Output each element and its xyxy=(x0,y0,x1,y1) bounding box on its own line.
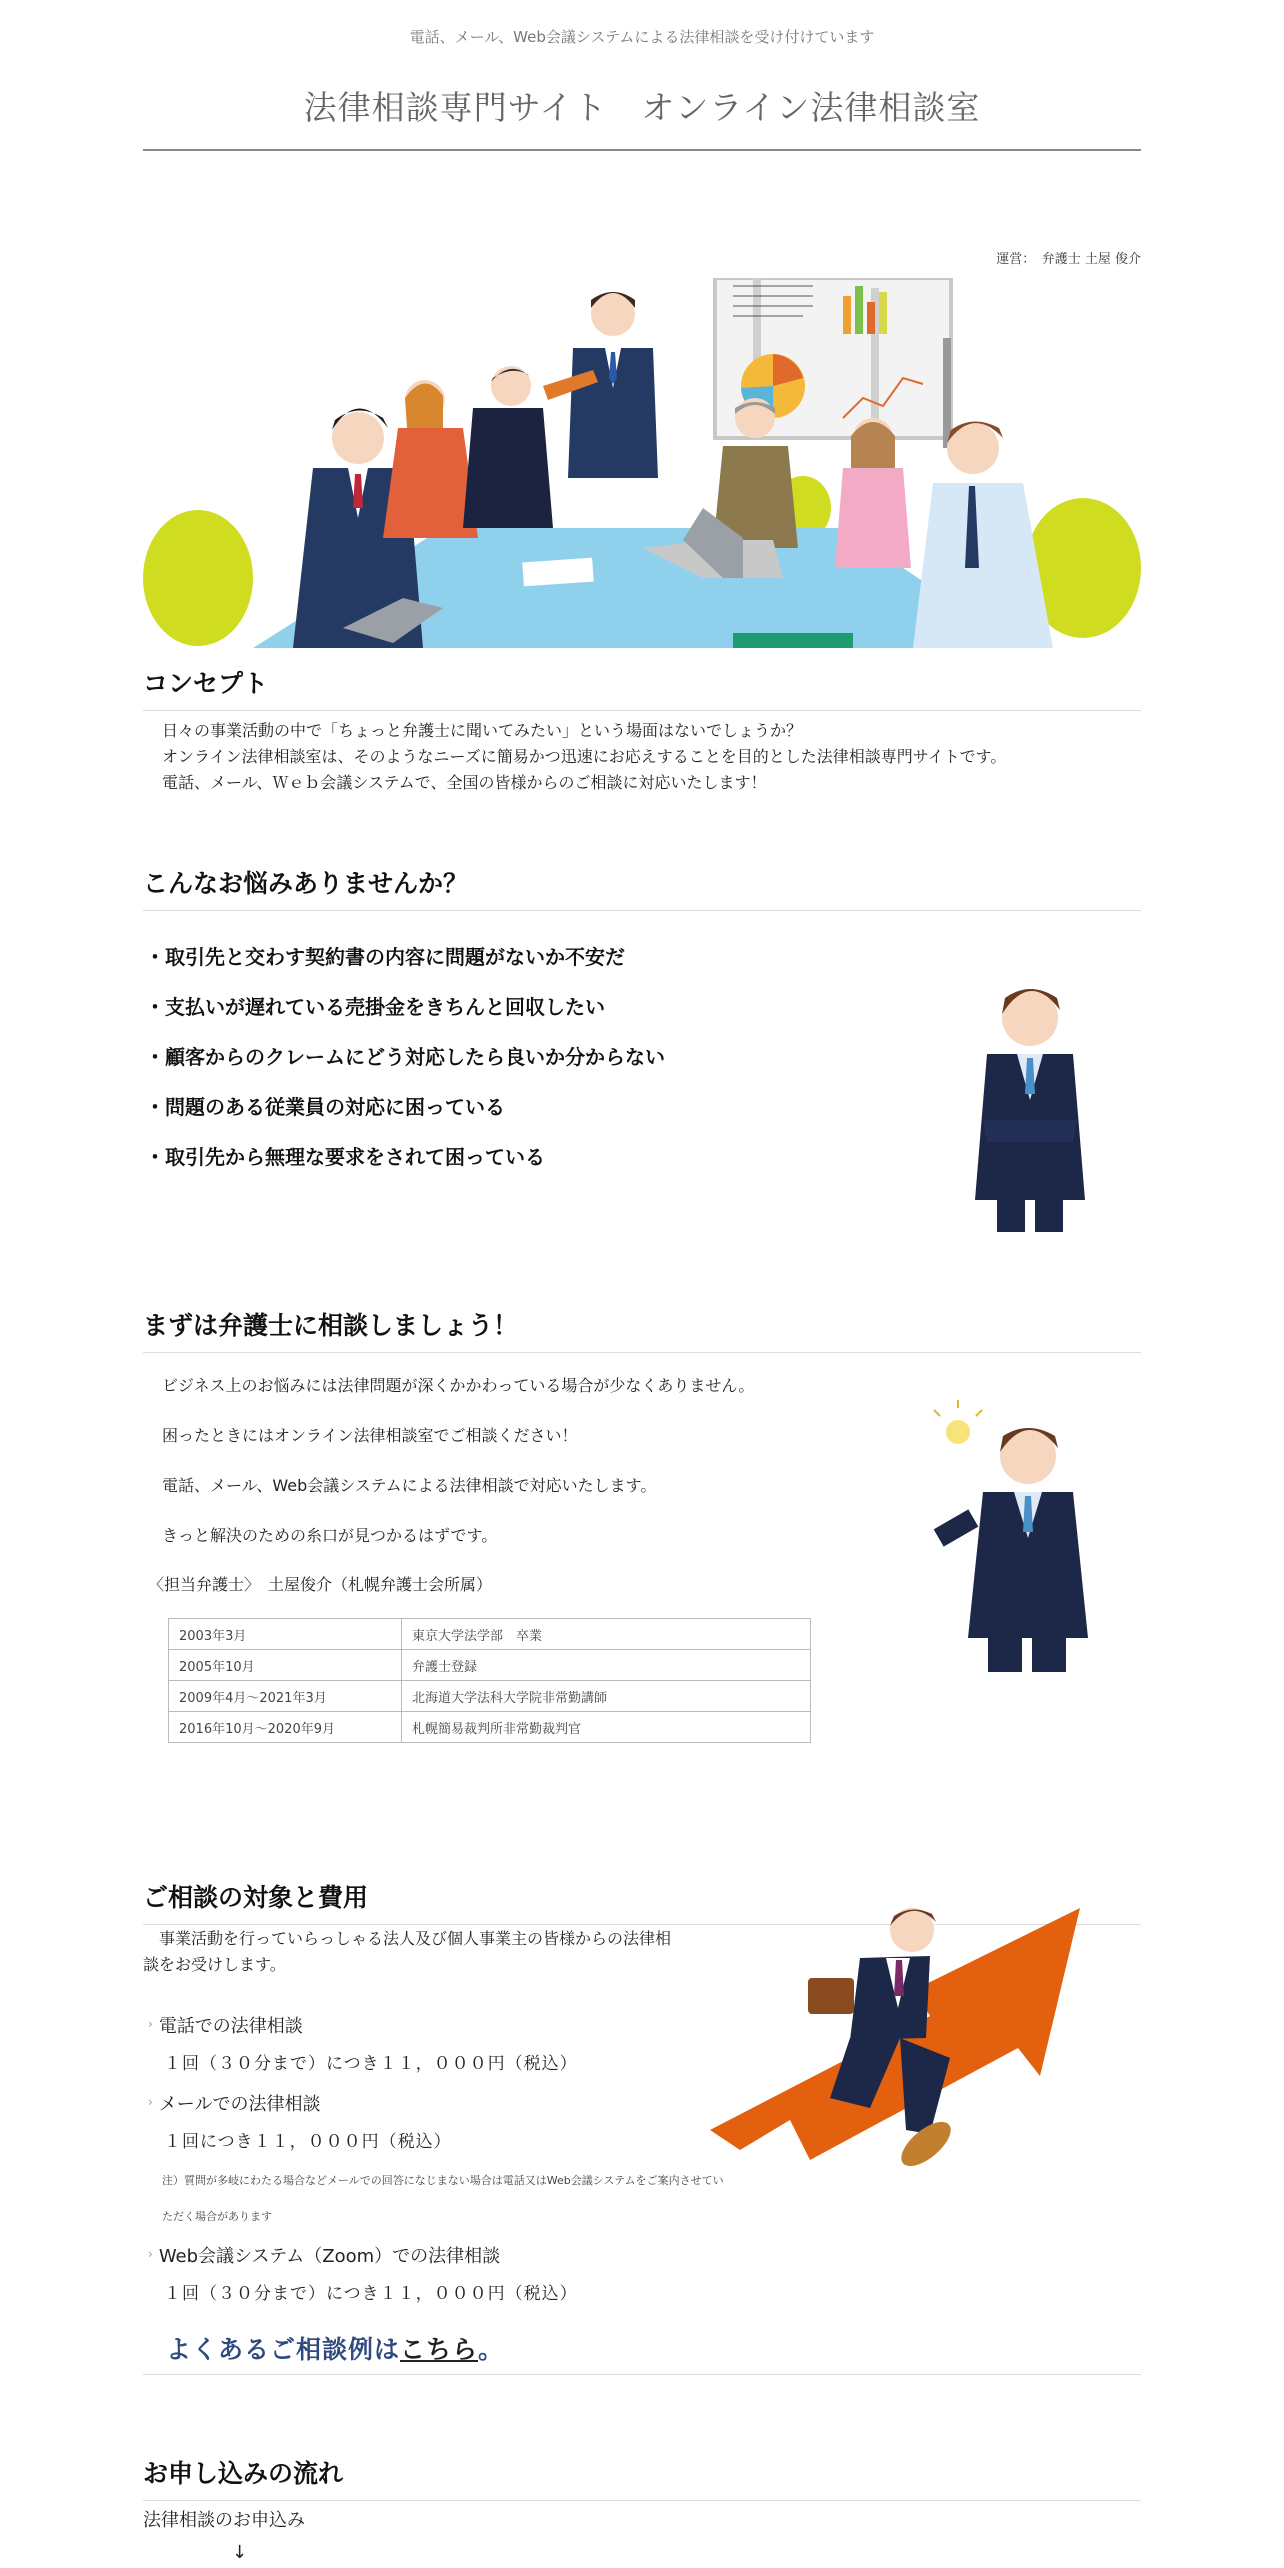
flow-arrow-icon: ↓ xyxy=(232,2542,248,2563)
site-tagline: 電話、メール、Web会議システムによる法律相談を受け付けています xyxy=(409,28,875,46)
faq-link-line xyxy=(166,2330,504,2366)
consult-line: きっと解決のための糸口が見つかるはずです。 xyxy=(162,1526,498,1545)
faq-link[interactable]: こちら xyxy=(400,2335,479,2364)
operator-credit: 運営： 弁護士 土屋 俊介 xyxy=(996,252,1141,267)
bullet-mark-icon: › xyxy=(148,2017,153,2031)
bullet-mark-icon: › xyxy=(148,2247,153,2261)
concept-text xyxy=(162,718,1006,796)
career-event: 北海道大学法科大学院非常勤講師 xyxy=(402,1681,811,1712)
career-event: 弁護士登録 xyxy=(402,1650,811,1681)
lawyer-name: 〈担当弁護士〉 土屋俊介（札幌弁護士会所属） xyxy=(148,1575,493,1594)
email-note: 注）質問が多岐にわたる場合などメールでの回答になじまない場合は電話又はWeb会議システムをご案内させてい xyxy=(162,2174,724,2187)
career-date: 2005年10月 xyxy=(169,1650,402,1681)
career-date: 2003年3月 xyxy=(169,1619,402,1650)
concept-line: 電話、メール、Ｗｅｂ会議システムで、全国の皆様からのご相談に対応いたします！ xyxy=(162,773,767,792)
worry-item: ・取引先と交わす契約書の内容に問題がないか不安だ xyxy=(145,945,625,969)
career-table xyxy=(168,1618,811,1743)
table-row xyxy=(169,1681,811,1712)
consult-line: 困ったときにはオンライン法律相談室でご相談ください！ xyxy=(162,1426,578,1445)
concept-heading: コンセプト xyxy=(143,664,1141,711)
faq-prefix: よくあるご相談例は xyxy=(166,2335,401,2364)
flow-step: 法律相談のお申込み xyxy=(143,2510,305,2531)
service-phone xyxy=(148,2012,303,2038)
fees-intro-line: 事業活動を行っていらっしゃる法人及び個人事業主の皆様からの法律相 xyxy=(143,1929,672,1948)
consult-line: 電話、メール、Web会議システムによる法律相談で対応いたします。 xyxy=(162,1476,657,1495)
career-event: 東京大学法学部 卒業 xyxy=(402,1619,811,1650)
service-name: 電話での法律相談 xyxy=(158,2016,303,2037)
worry-item: ・問題のある従業員の対応に困っている xyxy=(145,1095,505,1119)
worry-item: ・取引先から無理な要求をされて困っている xyxy=(145,1145,545,1169)
faq-suffix: 。 xyxy=(478,2335,505,2364)
worry-item: ・顧客からのクレームにどう対応したら良いか分からない xyxy=(145,1045,665,1069)
title-divider xyxy=(143,149,1141,151)
service-name: メールでの法律相談 xyxy=(158,2094,321,2115)
career-date: 2009年4月～2021年3月 xyxy=(169,1681,402,1712)
consult-heading: まずは弁護士に相談しましょう！ xyxy=(143,1306,1141,1353)
running-businessman-illustration xyxy=(700,1898,1082,2168)
fees-intro xyxy=(143,1926,671,1978)
worries-heading: こんなお悩みありませんか？ xyxy=(143,864,1141,911)
idea-businessman-illustration xyxy=(928,1398,1118,1678)
career-event: 札幌簡易裁判所非常勤裁判官 xyxy=(402,1712,811,1743)
service-price: １回につき１１，０００円（税込） xyxy=(164,2132,452,2152)
consult-line: ビジネス上のお悩みには法律問題が深くかかわっている場合が少なくありません。 xyxy=(162,1376,755,1395)
fees-intro-line: 談をお受けします。 xyxy=(143,1955,286,1974)
table-row xyxy=(169,1619,811,1650)
faq-divider xyxy=(143,2374,1141,2375)
fees-heading: ご相談の対象と費用 xyxy=(143,1878,1141,1925)
service-price: １回（３０分まで）につき１１，０００円（税込） xyxy=(164,2284,578,2304)
service-email xyxy=(148,2090,320,2116)
table-row xyxy=(169,1650,811,1681)
career-date: 2016年10月～2020年9月 xyxy=(169,1712,402,1743)
table-row xyxy=(169,1712,811,1743)
service-web xyxy=(148,2242,500,2268)
meeting-illustration xyxy=(143,278,1141,648)
flow-heading: お申し込みの流れ xyxy=(143,2454,1141,2501)
concept-line: 日々の事業活動の中で「ちょっと弁護士に聞いてみたい」という場面はないでしょうか？ xyxy=(162,721,803,740)
service-name: Web会議システム（Zoom）での法律相談 xyxy=(158,2246,501,2267)
worried-businessman-illustration xyxy=(955,970,1105,1236)
bullet-mark-icon: › xyxy=(148,2095,153,2109)
service-price: １回（３０分まで）につき１１，０００円（税込） xyxy=(164,2054,578,2074)
concept-line: オンライン法律相談室は、そのようなニーズに簡易かつ迅速にお応えすることを目的とした法律相談専門サイトです。 xyxy=(162,747,1007,766)
site-title[interactable]: 法律相談専門サイト オンライン法律相談室 xyxy=(303,88,981,127)
email-note: ただく場合があります xyxy=(162,2210,272,2223)
worry-item: ・支払いが遅れている売掛金をきちんと回収したい xyxy=(145,995,605,1019)
